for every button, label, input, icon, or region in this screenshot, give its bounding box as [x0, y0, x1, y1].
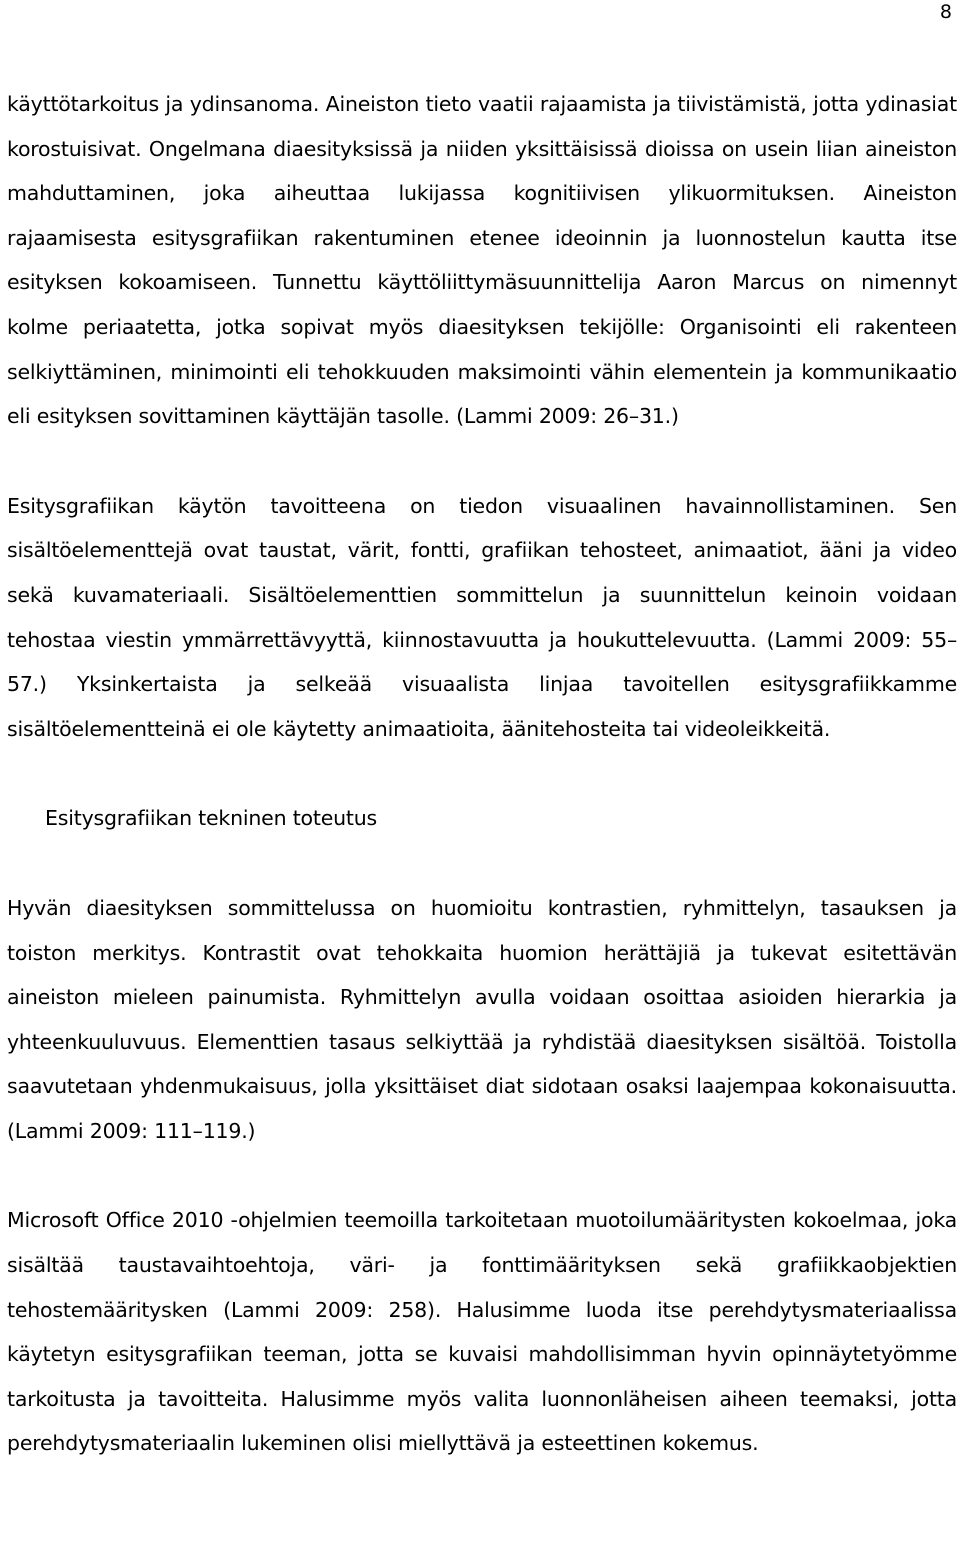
- section-heading: Esitysgrafiikan tekninen toteutus: [45, 806, 378, 831]
- document-body: [7, 82, 957, 1466]
- paragraph-1: käyttötarkoitus ja ydinsanoma. Aineiston tieto vaatii rajaamista ja tiivistämistä, jotta ydinasiat korostuisivat. Ongelmana diaesityksissä ja niiden yksittäisissä dioissa on usein liian aineiston mahduttaminen, joka aiheuttaa lukijassa kognitiivisen ylikuormituksen. Aineiston rajaamisesta esitysgrafiikan rakentuminen etenee ideoinnin ja luonnostelun kautta itse esityksen kokoamiseen. Tunnettu käyttöliittymäsuunnittelija Aaron Marcus on nimennyt kolme periaatetta, jotka sopivat myös diaesityksen tekijölle: Organisointi eli rakenteen selkiyttäminen, minimointi eli tehokkuuden maksimointi vähin elementein ja kommunikaatio eli esityksen sovittaminen käyttäjän tasolle. (Lammi 2009: 26–31.): [7, 92, 957, 429]
- paragraph-4: Microsoft Office 2010 -ohjelmien teemoilla tarkoitetaan muotoilumääritysten kokoelmaa, joka sisältää taustavaihtoehtoja, väri- ja fonttimäärityksen sekä grafiikkaobjektien tehostemääritysken (Lammi 2009: 258). Halusimme luoda itse perehdytysmateriaalissa käytetyn esitysgrafiikan teeman, jotta se kuvaisi mahdollisimman hyvin opinnäytetyömme tarkoitusta ja tavoitteita. Halusimme myös valita luonnonläheisen aiheen teemaksi, jotta perehdytysmateriaalin lukeminen olisi miellyttävä ja esteettinen kokemus.: [7, 1208, 957, 1456]
- paragraph-2: Esitysgrafiikan käytön tavoitteena on tiedon visuaalinen havainnollistaminen. Sen sisältöelementtejä ovat taustat, värit, fontti, grafiikan tehosteet, animaatiot, ääni ja video sekä kuvamateriaali. Sisältöelementtien sommittelun ja suunnittelun keinoin voidaan tehostaa viestin ymmärrettävyyttä, kiinnostavuutta ja houkuttelevuutta. (Lammi 2009: 55–57.) Yksinkertaista ja selkeää visuaalista linjaa tavoitellen esitysgrafiikkamme sisältöelementteinä ei ole käytetty animaatioita, äänitehosteita tai videoleikkeitä.: [7, 493, 957, 741]
- page-number: 8: [939, 1, 952, 23]
- paragraph-3: Hyvän diaesityksen sommittelussa on huomioitu kontrastien, ryhmittelyn, tasauksen ja toiston merkitys. Kontrastit ovat tehokkaita huomion herättäjiä ja tukevat esitettävän aineiston mieleen painumista. Ryhmittelyn avulla voidaan osoittaa asioiden hierarkia ja yhteenkuuluvuus. Elementtien tasaus selkiyttää ja ryhdistää diaesityksen sisältöä. Toistolla saavutetaan yhdenmukaisuus, jolla yksittäiset diat sidotaan osaksi laajempaa kokonaisuutta. (Lammi 2009: 111–119.): [7, 895, 957, 1143]
